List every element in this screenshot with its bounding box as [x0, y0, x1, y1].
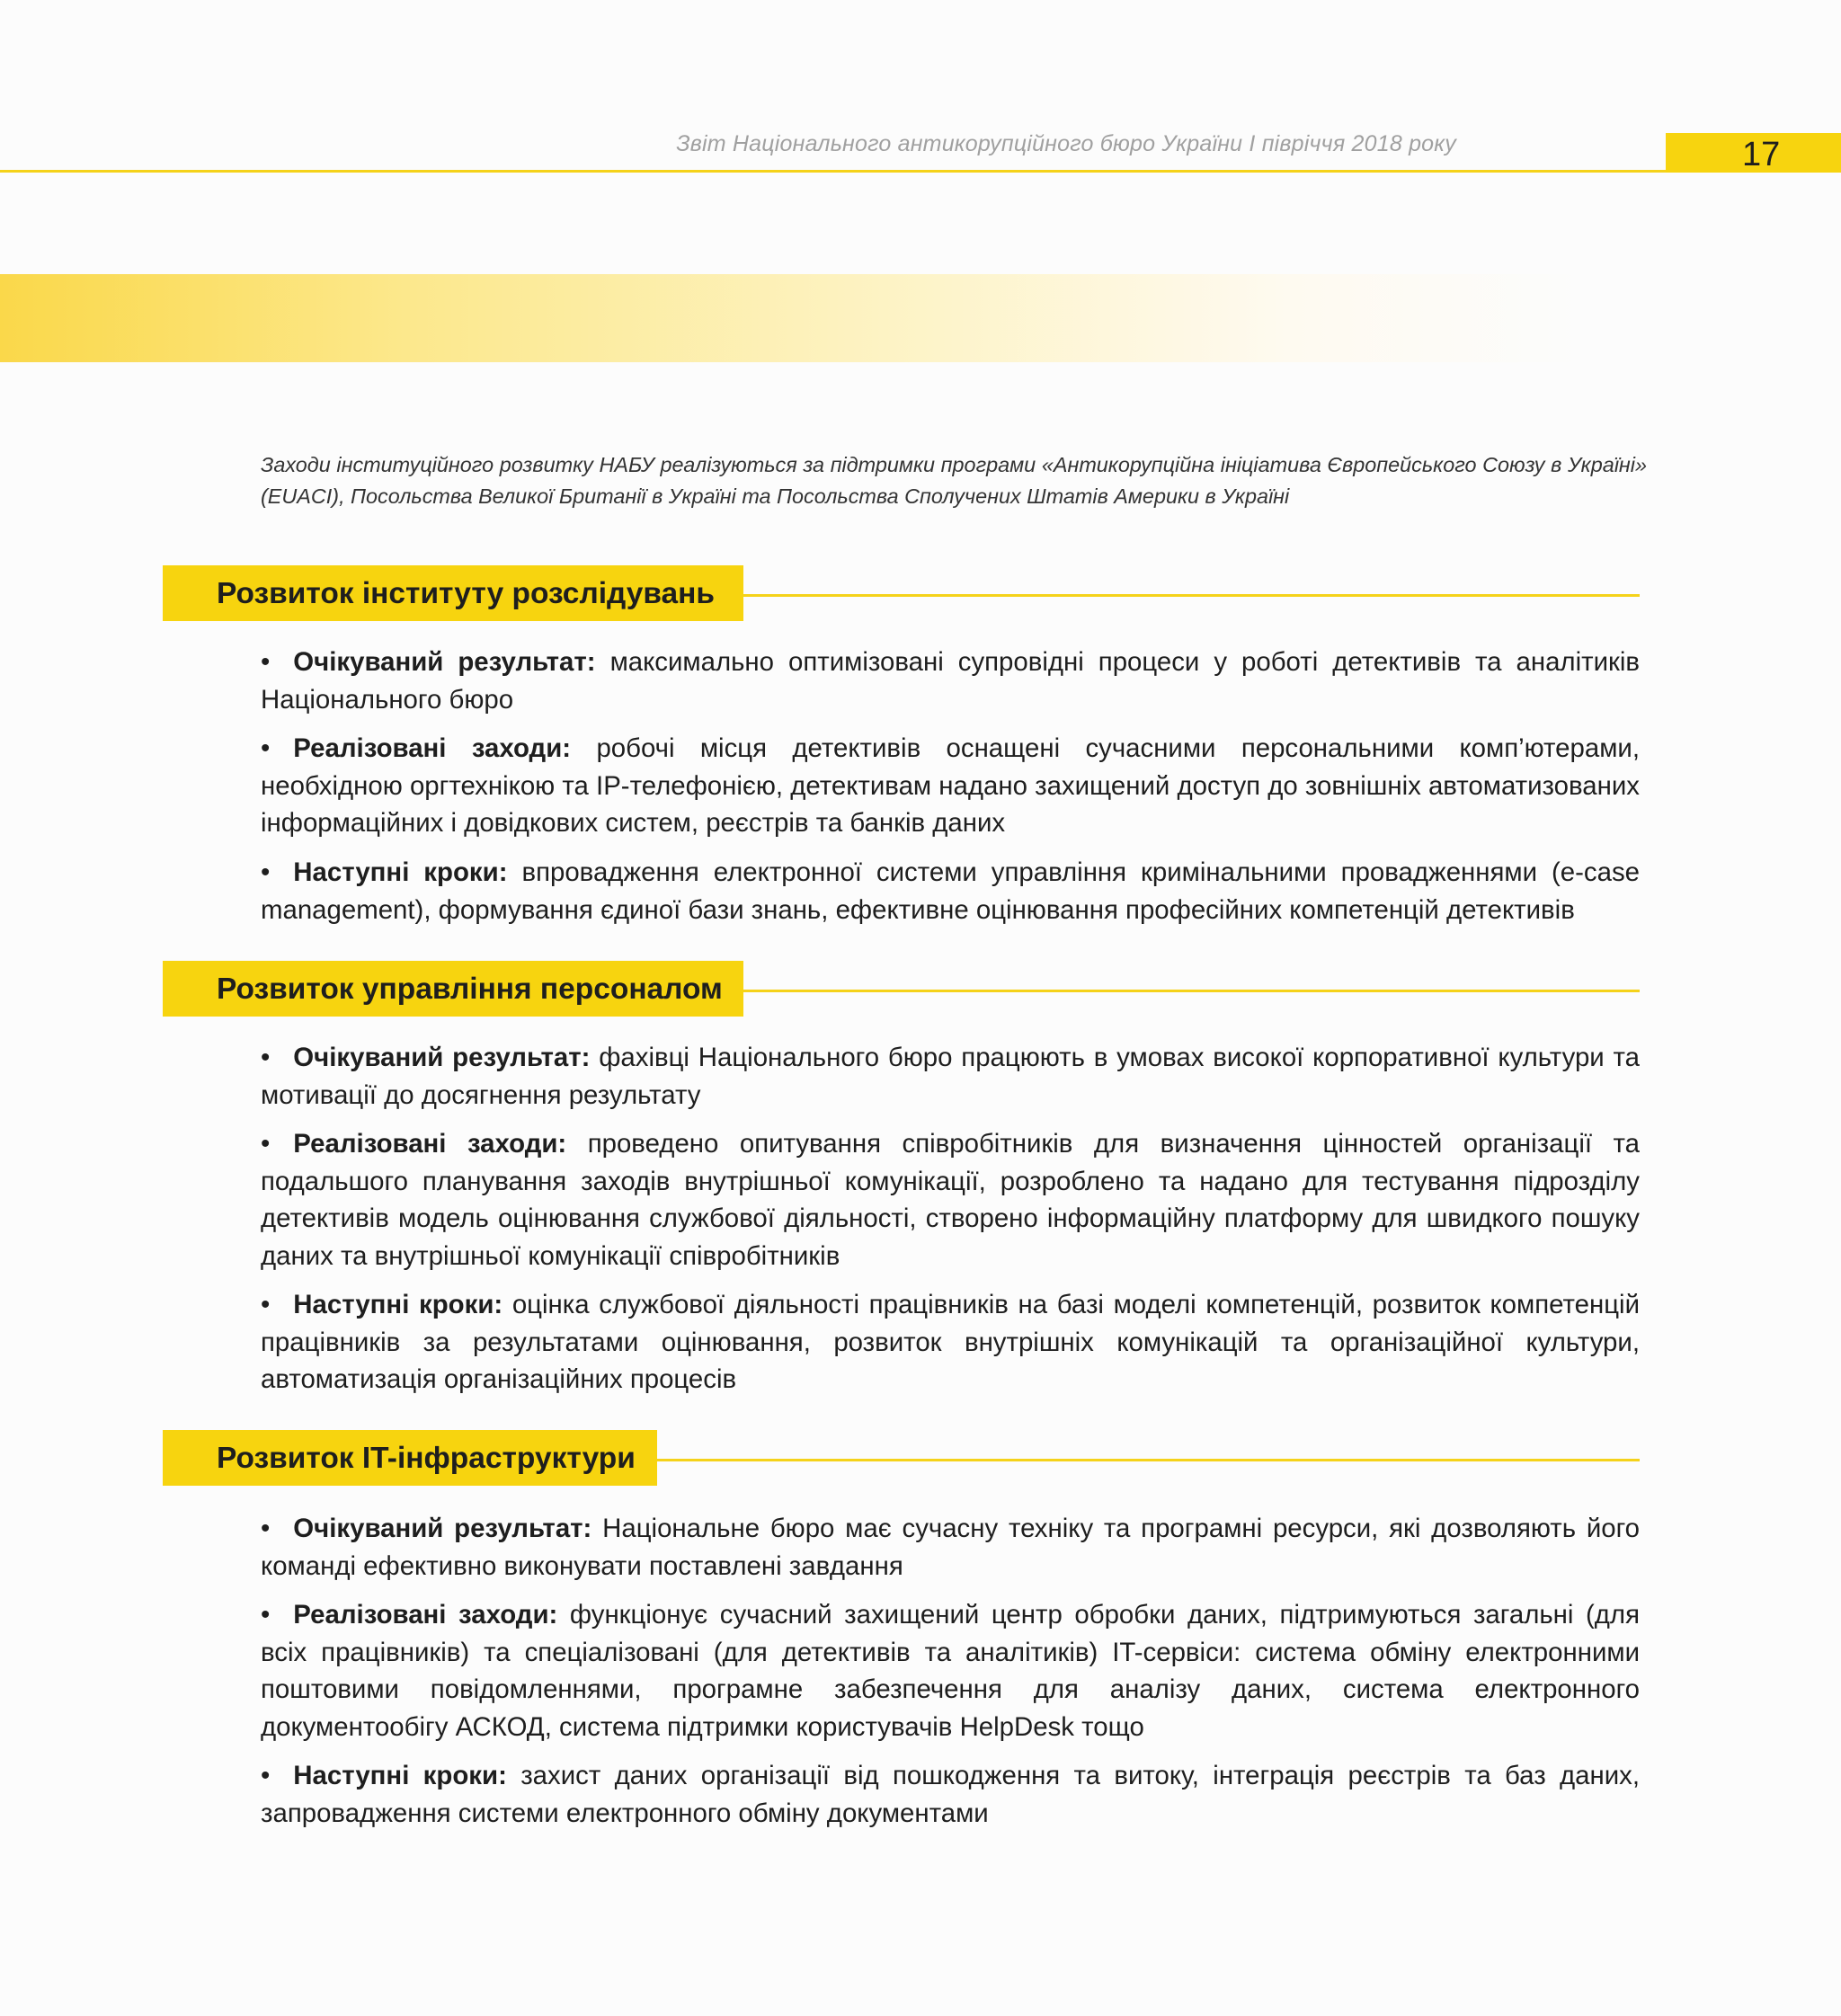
item-text: фахівці Національного бюро працюють в умовах високої корпоративної культури та мотивації до досягнення результату [261, 1043, 1641, 1110]
bullet: • [261, 1761, 271, 1790]
list-item [261, 1286, 1640, 1399]
section-header-investigations [163, 565, 743, 621]
item-text: функціонує сучасний захищений центр обробки даних, підтримуються загальні (для всіх працівників) та спеціалізовані (для детективів та аналітиків) IT-сервіси: система обміну електронними поштовими повідомленнями, програмне забезпечення для аналізу даних, система електронного документообігу АСКОД, система підтримки користувачів HelpDesk тощо [261, 1600, 1640, 1742]
item-text: оцінка службової діяльності працівників на базі моделі компетенцій, розвиток компетенцій працівників за результатами оцінювання, розвиток внутрішніх комунікацій та організаційної культури, автоматизація організаційних процесів [261, 1290, 1640, 1394]
bullet: • [261, 733, 271, 763]
section-rule [657, 1459, 1640, 1461]
page-number: 17 [1742, 136, 1781, 173]
item-text: захист даних організації від пошкодження та витоку, інтеграція реєстрів та баз даних, запровадження системи електронного обміну документами [261, 1761, 1640, 1828]
list-item [261, 1039, 1640, 1114]
section-title: Розвиток IT-інфраструктури [217, 1442, 636, 1475]
bullet: • [261, 1043, 271, 1072]
bullet: • [261, 857, 271, 887]
section-header-personnel [163, 961, 743, 1017]
list-item [261, 1125, 1640, 1274]
list-item [261, 1510, 1640, 1585]
bullet: • [261, 1129, 271, 1159]
list-item [261, 1596, 1640, 1745]
section-title: Розвиток управління персоналом [217, 972, 723, 1006]
bullet: • [261, 1290, 271, 1319]
section-rule [743, 594, 1640, 597]
section-title: Розвиток інституту розслідувань [217, 577, 715, 610]
intro-paragraph: Заходи інституційного розвитку НАБУ реалізуються за підтримки програми «Антикорупційна ініціатива Європейського Союзу в Україні» (EUACI), Посольства Великої Британії в Україні та Посольства Сполучених Штатів Америки в Україні [261, 453, 1647, 508]
item-label: Реалізовані заходи: [293, 733, 572, 763]
section-rule [743, 990, 1640, 992]
decorative-gradient-band [0, 274, 1841, 362]
item-label: Наступні кроки: [293, 1290, 503, 1319]
item-label: Очікуваний результат: [293, 1514, 592, 1543]
item-label: Очікуваний результат: [293, 1043, 591, 1072]
list-item [261, 854, 1640, 928]
bullet: • [261, 1514, 271, 1543]
item-label: Очікуваний результат: [293, 647, 596, 677]
list-item [261, 730, 1640, 842]
running-header-title: Звіт Національного антикорупційного бюро України І півріччя 2018 року [676, 131, 1456, 156]
item-text: робочі місця детективів оснащені сучасними персональними комп’ютерами, необхідною оргтехнікою та IP-телефонією, детективам надано захищений доступ до зовнішніх автоматизованих інформаційних і довідкових систем, реєстрів та банків даних [261, 733, 1640, 838]
list-item [261, 1757, 1640, 1832]
item-label: Реалізовані заходи: [293, 1600, 558, 1630]
item-label: Реалізовані заходи: [293, 1129, 567, 1159]
item-text: максимально оптимізовані супровідні процеси у роботі детективів та аналітиків Національного бюро [261, 647, 1640, 715]
page-number-box [1666, 133, 1841, 173]
item-text: Національне бюро має сучасну техніку та програмні ресурси, які дозволяють його команді ефективно виконувати поставлені завдання [261, 1514, 1641, 1581]
header-rule [0, 170, 1841, 173]
list-item [261, 644, 1640, 718]
bullet: • [261, 1600, 271, 1630]
item-label: Наступні кроки: [293, 1761, 507, 1790]
section-header-it-infrastructure [163, 1430, 657, 1486]
item-text: проведено опитування співробітників для визначення цінностей організації та подальшого планування заходів внутрішньої комунікації, розроблено та надано для тестування підрозділу детективів модель оцінювання службової діяльності, створено інформаційну платформу для швидкого пошуку даних та внутрішньої комунікації співробітників [261, 1129, 1640, 1271]
item-label: Наступні кроки: [293, 857, 508, 887]
bullet: • [261, 647, 271, 677]
item-text: впровадження електронної системи управління кримінальними провадженнями (e-case management), формування єдиної бази знань, ефективне оцінювання професійних компетенцій детективів [261, 857, 1640, 925]
